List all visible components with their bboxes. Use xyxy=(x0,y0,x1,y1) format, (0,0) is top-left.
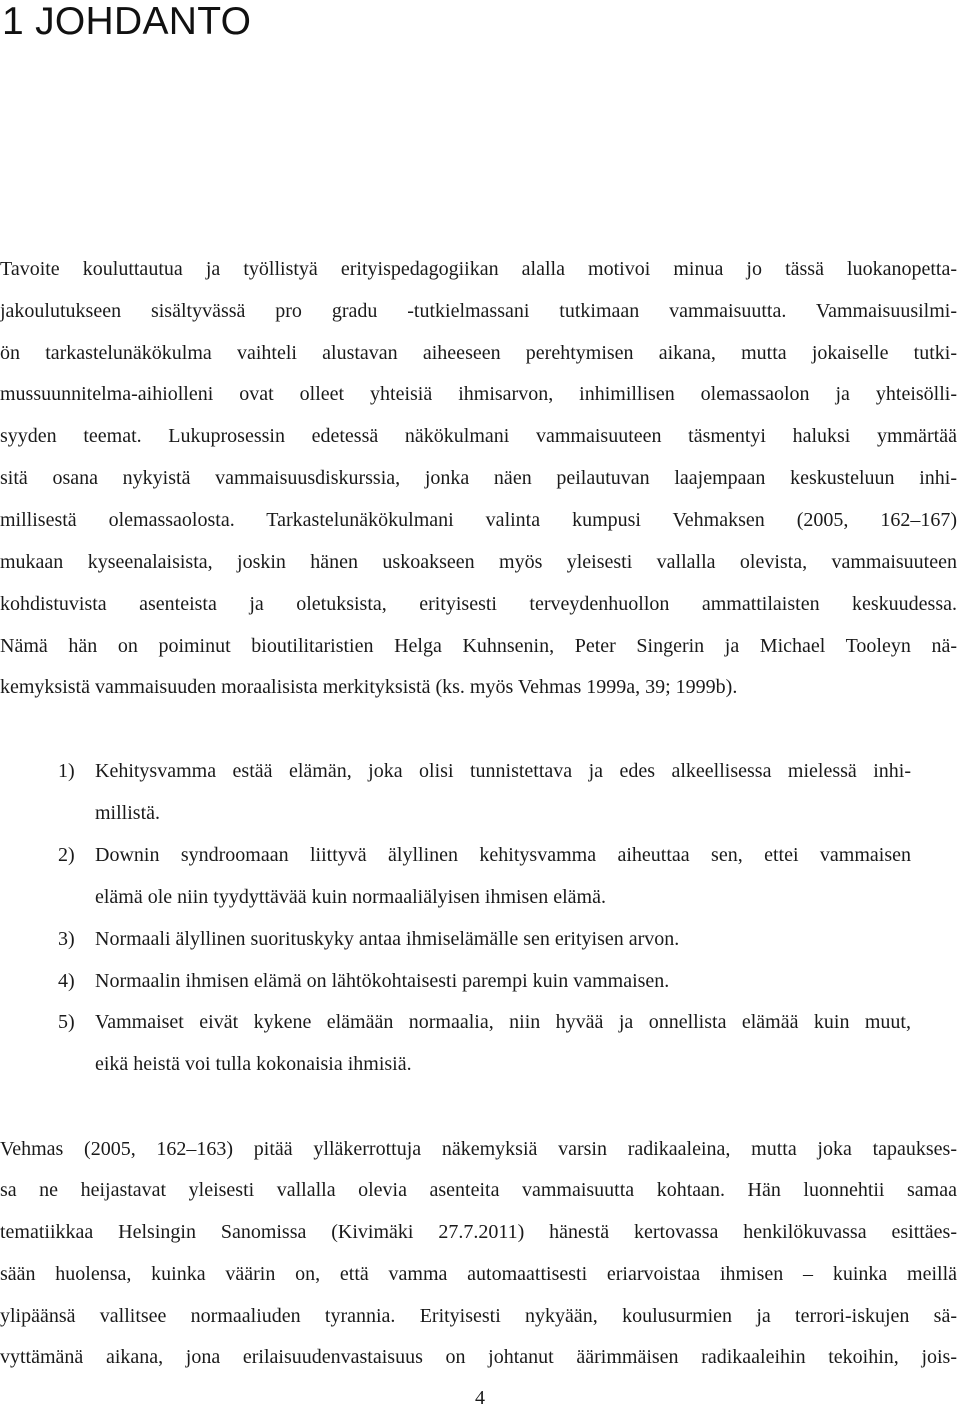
paragraph-line: sään huolensa, kuinka väärin on, että vamma automaattisesti eriarvoistaa ihmisen – kuinka meillä xyxy=(0,1263,957,1285)
list-item-text: millistä. xyxy=(95,802,160,824)
list-item-text: Normaalin ihmisen elämä on lähtökohtaisesti parempi kuin vammaisen. xyxy=(95,970,670,992)
paragraph-line: jakoulutukseen sisältyvässä pro gradu -tutkielmassani tutkimaan vammaisuutta. Vammaisuusilmi- xyxy=(0,300,957,322)
paragraph-line: ön tarkastelunäkökulma vaihteli alustavan aiheeseen perehtymisen aikana, mutta jokaiselle tutki- xyxy=(0,342,957,364)
list-item-text: eikä heistä voi tulla kokonaisia ihmisiä. xyxy=(95,1053,412,1075)
list-item-number: 5) xyxy=(58,1011,75,1033)
list-item-number: 4) xyxy=(58,970,75,992)
paragraph-line: millisestä olemassaolosta. Tarkastelunäkökulmani valinta kumpusi Vehmaksen (2005, 162–167) xyxy=(0,509,957,531)
list-item-text: Vammaiset eivät kykene elämään normaalia, niin hyvää ja onnellista elämää kuin muut, xyxy=(95,1011,911,1033)
paragraph-line: ylipäänsä vallitsee normaaliuden tyrannia. Erityisesti nykyään, koulusurmien ja terrori-iskujen sä- xyxy=(0,1305,957,1327)
paragraph-line: tematiikkaa Helsingin Sanomissa (Kivimäki 27.7.2011) hänestä kertovassa henkilökuvassa esittäes- xyxy=(0,1221,957,1243)
paragraph-line: Vehmas (2005, 162–163) pitää ylläkerrottuja näkemyksiä varsin radikaaleina, mutta joka tapaukses- xyxy=(0,1138,957,1160)
chapter-heading: 1 JOHDANTO xyxy=(2,0,252,43)
paragraph-line: sa ne heijastavat yleisesti vallalla olevia asenteita vammaisuutta kohtaan. Hän luonnehtii samaa xyxy=(0,1179,957,1201)
paragraph-line: syyden teemat. Lukuprosessin edetessä näkökulmani vammaisuuteen täsmentyi haluksi ymmärtää xyxy=(0,425,957,447)
list-item-text: Normaali älyllinen suorituskyky antaa ihmiselämälle sen erityisen arvon. xyxy=(95,928,680,950)
paragraph-line: vyttämänä aikana, jona erilaisuudenvastaisuus on johtanut äärimmäisen radikaaleihin tekoihin, jois- xyxy=(0,1346,957,1368)
paragraph-line: kohdistuvista asenteista ja oletuksista, erityisesti terveydenhuollon ammattilaisten keskuudessa. xyxy=(0,593,957,615)
paragraph-line: sitä osana nykyistä vammaisuusdiskurssia, jonka näen peilautuvan laajempaan keskusteluun inhi- xyxy=(0,467,957,489)
paragraph-line: mukaan kyseenalaisista, joskin hänen uskoakseen myös yleisesti vallalla olevista, vammaisuuteen xyxy=(0,551,957,573)
page-number: 4 xyxy=(475,1387,485,1409)
list-item-text: Downin syndroomaan liittyvä älyllinen kehitysvamma aiheuttaa sen, ettei vammaisen xyxy=(95,844,911,866)
list-item-number: 3) xyxy=(58,928,75,950)
paragraph-line: Nämä hän on poiminut bioutilitaristien Helga Kuhnsenin, Peter Singerin ja Michael Tooleyn nä- xyxy=(0,635,957,657)
paragraph-line: mussuunnitelma-aihiolleni ovat olleet yhteisiä ihmisarvon, inhimillisen olemassaolon ja yhteisölli- xyxy=(0,383,957,405)
list-item-text: elämä ole niin tyydyttävää kuin normaaliälyisen ihmisen elämä. xyxy=(95,886,606,908)
paragraph-line: Tavoite kouluttautua ja työllistyä erityispedagogiikan alalla motivoi minua jo tässä luokanopetta- xyxy=(0,258,957,280)
paragraph-line: kemyksistä vammaisuuden moraalisista merkityksistä (ks. myös Vehmas 1999a, 39; 1999b). xyxy=(0,676,738,698)
list-item-number: 2) xyxy=(58,844,75,866)
list-item-number: 1) xyxy=(58,760,75,782)
list-item-text: Kehitysvamma estää elämän, joka olisi tunnistettava ja edes alkeellisessa mielessä inhi- xyxy=(95,760,911,782)
